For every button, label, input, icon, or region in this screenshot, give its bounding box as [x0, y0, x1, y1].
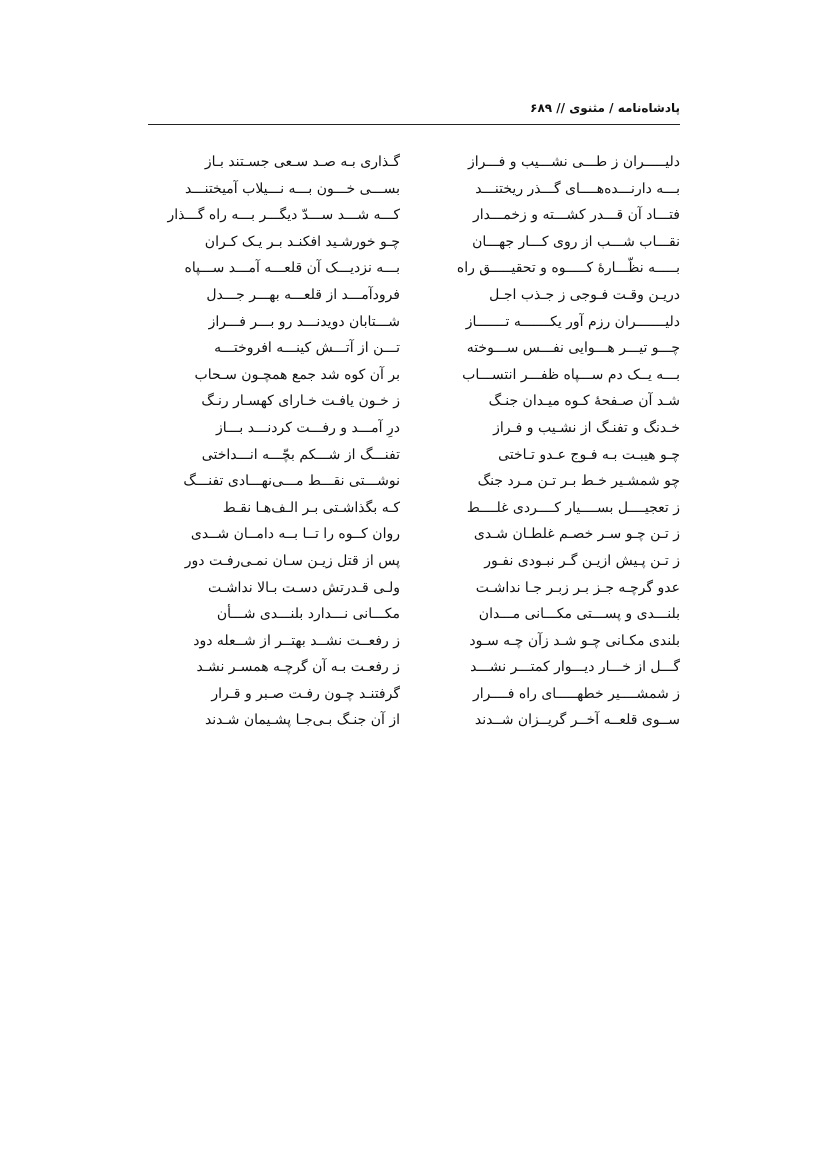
verse-line: شـد آن صـفحۀ کـوه میـدان جنـگ	[488, 393, 680, 410]
verse-line: تـــن از آتـــش کینـــه افروختـــه	[214, 340, 400, 357]
verse-line: عدو گرچـه جـز بـر زبـر جـا نداشـت	[475, 579, 680, 596]
verse-line: ز تعجیــــل بســــیار کــــردی غلــــط	[466, 499, 680, 516]
verse-line: ز خـون یافـت خـارای کهسـار رنـگ	[201, 393, 400, 410]
verse-line: دلیـــــــران رزم آور یکـــــــه تـــــــاز	[465, 313, 680, 330]
verse-line: از آن جنـگ بـی‌جـا پشـیمان شـدند	[204, 712, 400, 729]
verse-column-right	[430, 149, 680, 734]
verse-line: بســـی خـــون بـــه نـــیلاب آمیختنـــد	[184, 180, 400, 197]
verse-line: شـــتابان دویدنـــد رو بـــر فـــراز	[208, 313, 400, 330]
verse-line: نقـــاب شـــب از روی کـــار جهـــان	[472, 233, 680, 250]
verse-line: بلنـــدی و پســـتی مکـــانی مـــدان	[478, 606, 680, 623]
verse-line: گـذاری بـه صـد سـعی جسـتند بـاز	[204, 154, 400, 170]
verse-line: بـــه نزدیـــک آن قلعـــه آمـــد ســـپاه	[184, 260, 400, 277]
verse-line: ز رفعــت نشــد بهتــر از شــعله دود	[193, 632, 400, 649]
verse-line: ســوی قلعــه آخــر گریــزان شــدند	[474, 712, 680, 729]
verse-line: نوشـــتی نقـــط مـــی‌نهـــادی تفنـــگ	[183, 473, 400, 490]
verse-line: چـو خورشـید افکنـد بـر یـک کـران	[204, 233, 400, 250]
verse-line: چـــو تیـــر هـــوایی نفـــس ســـوخته	[466, 340, 680, 357]
verse-line: کـــه شـــد ســـدّ دیگـــر بـــه راه گـــذار	[167, 207, 400, 224]
verse-line: بلندی مکـانی چـو شـد زآن چـه سـود	[469, 632, 680, 649]
verse-line: پس از قتل زیـن سـان نمـی‌رفـت دور	[184, 552, 400, 569]
verse-line: دریـن وقـت فـوجی ز جـذب اجـل	[489, 286, 680, 303]
verse-line: گرفتنـد چـون رفـت صـبر و قـرار	[211, 685, 400, 702]
verse-line: بـــه یــک دم ســـپاه ظفـــر انتســـاب	[462, 366, 680, 383]
verse-line: مکـــانی نـــدارد بلنـــدی شـــأن	[216, 606, 400, 623]
verse-line: چـو هیبـت بـه فـوج عـدو تـاختی	[498, 446, 680, 463]
verse-line: دلیـــــران ز طـــی نشـــیب و فـــراز	[467, 154, 680, 170]
verse-line: بر آن کوه شد جمع همچـون سـحاب	[194, 366, 400, 383]
verse-line: چو شمشـیر خـط بـر تـن مـرد جنگ	[477, 473, 680, 490]
verse-line: بـــــه نظّـــارۀ کـــــوه و تحقیـــــق راه	[456, 260, 680, 277]
verse-line: خـدنگ و تفنـگ از نشـیب و فـراز	[493, 419, 680, 436]
verse-line: ز رفعـت بـه آن گرچـه همسـر نشـد	[196, 659, 400, 676]
verse-line: ز تـن پـیش ازیـن گـر نبـودی نفـور	[484, 552, 680, 569]
running-head: پادشاه‌نامه / مثنوی // ۶۸۹	[530, 101, 680, 115]
verse-line: کـه بگذاشـتی بـر الـف‌هـا نقـط	[222, 499, 400, 516]
verse-line: درِ آمـــد و رفـــت کردنـــد بـــاز	[216, 419, 400, 436]
verse-line: تفنـــگ از شـــکم بچّـــه انـــداختی	[201, 446, 400, 463]
verse-line: فرودآمـــد از قلعـــه بهـــر جـــدل	[206, 286, 400, 303]
verse-line: ولـی قـدرتش دسـت بـالا نداشـت	[207, 579, 400, 596]
verse-line: گـــل از خـــار دیـــوار کمتـــر نشـــد	[470, 659, 680, 676]
header-rule	[148, 124, 680, 125]
verse-line: روان کــوه را تــا بــه دامــان شــدی	[190, 526, 400, 543]
verse-column-left	[150, 149, 400, 734]
verse-line: ز تـن چـو سـر خصـم غلطـان شـدی	[473, 526, 680, 543]
verse-line: بـــه دارنـــده‌هــــای گـــذر ریختنـــد	[475, 180, 680, 197]
verse-line: فتـــاد آن قـــدر کشـــته و زخمـــدار	[472, 207, 680, 224]
verse-line: ز شمشــــیر خطهـــــای راه فــــرار	[472, 685, 680, 702]
